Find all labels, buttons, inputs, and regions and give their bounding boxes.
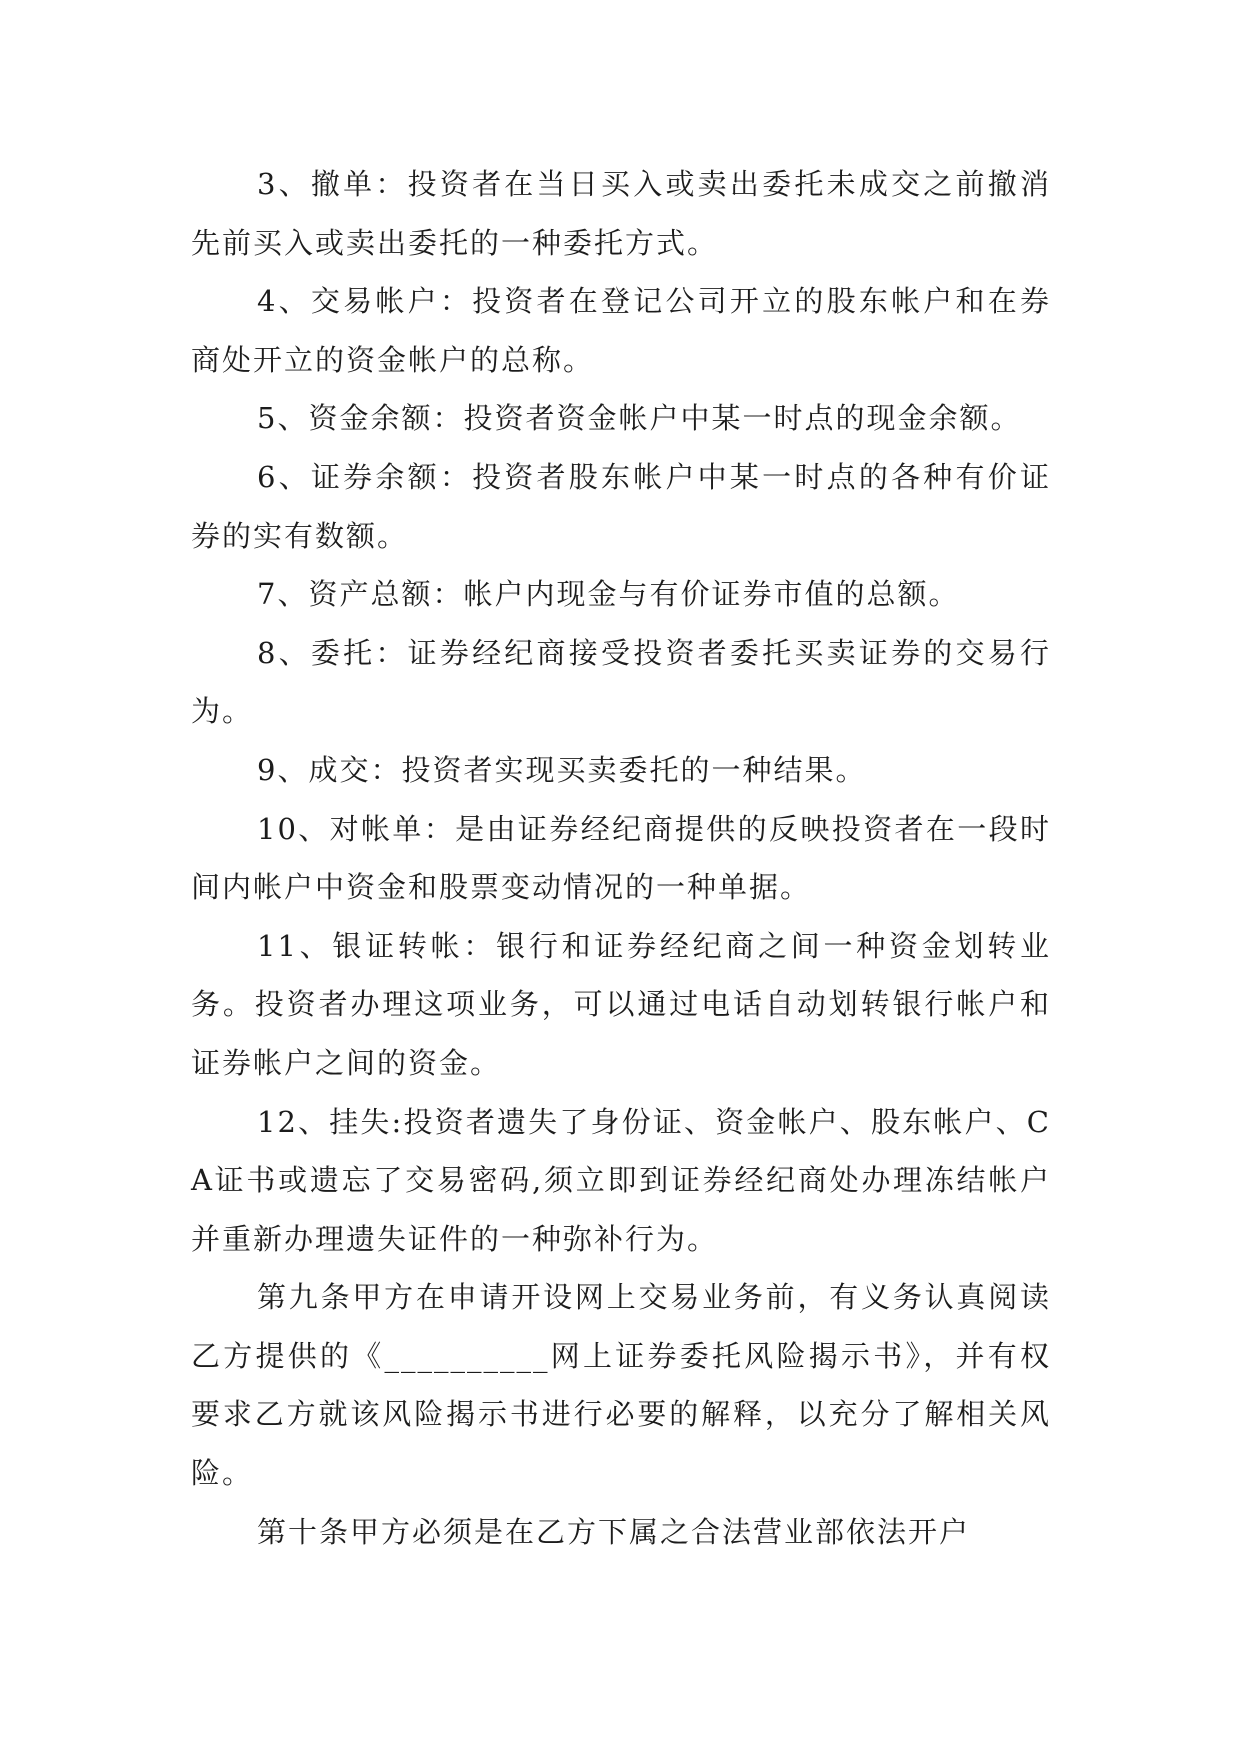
paragraph-9-transaction: 9、成交：投资者实现买卖委托的一种结果。 (257, 752, 867, 787)
paragraph-12-report-loss: 12、挂失:投资者遗失了身份证、资金帐户、股东帐户、CA证书或遗忘了交易密码,须立即到证券经纪商处办理冻结帐户并重新办理遗失证件的一种弥补行为。 (191, 1104, 1051, 1256)
article-9-paragraph: 第九条甲方在申请开设网上交易业务前，有义务认真阅读乙方提供的《__________网上证券委托风险揭示书》，并有权要求乙方就该风险揭示书进行必要的解释，以充分了解相关风险。 (191, 1280, 1051, 1491)
paragraph-6-securities-balance: 6、证券余额：投资者股东帐户中某一时点的各种有价证券的实有数额。 (191, 459, 1051, 553)
paragraph-11-bank-transfer: 11、银证转帐：银行和证券经纪商之间一种资金划转业务。投资者办理这项业务，可以通过电话自动划转银行帐户和证券帐户之间的资金。 (191, 928, 1051, 1080)
paragraph-3-cancel-order: 3、撤单：投资者在当日买入或卖出委托未成交之前撤消先前买入或卖出委托的一种委托方式。 (191, 167, 1051, 260)
paragraph-7-total-assets: 7、资产总额：帐户内现金与有价证券市值的总额。 (257, 577, 960, 612)
paragraph-10-statement: 10、对帐单：是由证券经纪商提供的反映投资者在一段时间内帐户中资金和股票变动情况的一种单据。 (191, 811, 1051, 905)
paragraph-5-fund-balance: 5、资金余额：投资者资金帐户中某一时点的现金余额。 (257, 401, 1022, 436)
article-10-paragraph: 第十条甲方必须是在乙方下属之合法营业部依法开户 (257, 1514, 971, 1549)
paragraph-4-trading-account: 4、交易帐户：投资者在登记公司开立的股东帐户和在券商处开立的资金帐户的总称。 (191, 284, 1051, 377)
paragraph-8-entrustment: 8、委托：证券经纪商接受投资者委托买卖证券的交易行为。 (191, 635, 1051, 729)
document-body (191, 155, 1051, 1561)
